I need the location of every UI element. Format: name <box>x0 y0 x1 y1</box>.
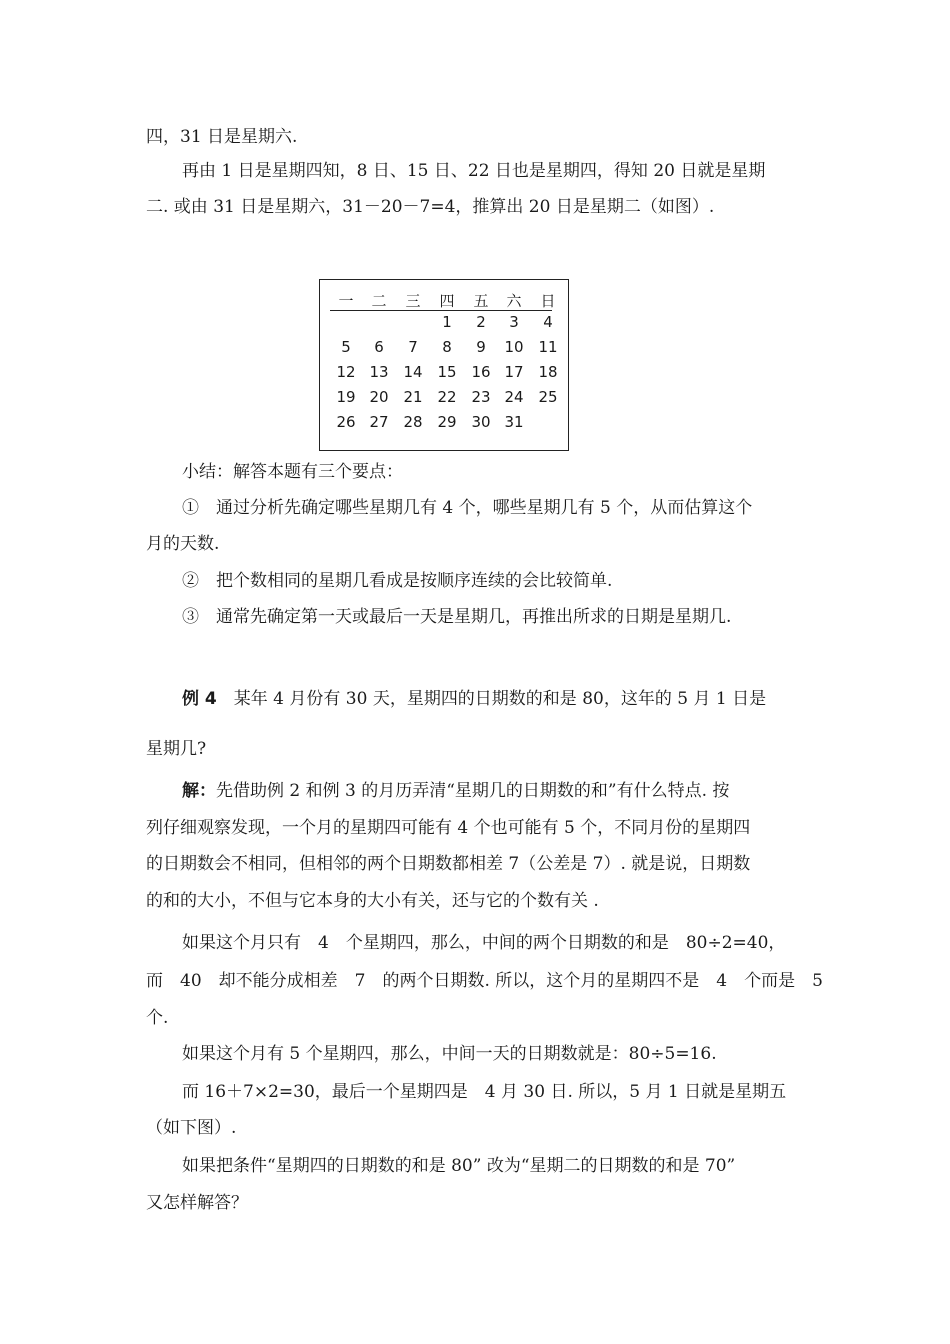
calendar-day: 26 <box>336 413 356 431</box>
calendar-day: 14 <box>403 363 423 381</box>
calendar-day: 19 <box>336 388 356 406</box>
solution-line <box>182 780 729 802</box>
calendar-day: 20 <box>369 388 389 406</box>
calendar-weekday-header: 一 <box>338 292 354 310</box>
calendar-week-row <box>330 313 560 335</box>
solution-line: （如下图）. <box>146 1118 237 1138</box>
calendar-day: 10 <box>504 338 524 356</box>
calendar-week-row <box>330 413 560 435</box>
calendar-day: 13 <box>369 363 389 381</box>
calendar-week-row <box>330 388 560 410</box>
calendar-weekday-header: 五 <box>473 292 489 310</box>
calendar-weekday-header: 四 <box>439 292 455 310</box>
text-line: 再由 1 日是星期四知，8 日、15 日、22 日也是星期四，得知 20 日就是星期 <box>182 161 766 181</box>
calendar-weekday-header: 日 <box>540 292 556 310</box>
calendar-day: 11 <box>538 338 558 356</box>
calendar-day: 25 <box>538 388 558 406</box>
solution-label: 解： <box>182 781 216 801</box>
calendar-day: 4 <box>543 313 553 331</box>
calendar-day: 21 <box>403 388 423 406</box>
calendar-day: 8 <box>442 338 452 356</box>
solution-line: 又怎样解答？ <box>146 1193 248 1213</box>
calendar-box <box>319 279 569 451</box>
calendar-day: 2 <box>476 313 486 331</box>
calendar-week-row <box>330 363 560 385</box>
solution-line: 的日期数会不相同，但相邻的两个日期数都相差 7（公差是 7）. 就是说，日期数 <box>146 854 751 874</box>
calendar-weekday-header: 三 <box>405 292 421 310</box>
example-question-cont: 星期几? <box>146 739 207 759</box>
calendar-day: 29 <box>437 413 457 431</box>
summary-point-2: ② 把个数相同的星期几看成是按顺序连续的会比较简单. <box>182 571 613 591</box>
text-line: 二. 或由 31 日是星期六，31－20－7=4，推算出 20 日是星期二（如图）. <box>146 197 715 217</box>
solution-line: 个. <box>146 1008 169 1028</box>
calendar-day: 6 <box>374 338 384 356</box>
summary-title: 小结：解答本题有三个要点： <box>182 462 403 482</box>
solution-text: 先借助例 2 和例 3 的月历弄清“星期几的日期数的和”有什么特点. 按 <box>216 781 730 801</box>
calendar-day: 5 <box>341 338 351 356</box>
summary-point-1-cont: 月的天数. <box>146 534 220 554</box>
text-line: 四，31 日是星期六. <box>146 127 298 147</box>
calendar-day: 24 <box>504 388 524 406</box>
calendar-day: 23 <box>471 388 491 406</box>
calendar-day: 31 <box>504 413 524 431</box>
calendar-week-row <box>330 338 560 360</box>
summary-point-1: ① 通过分析先确定哪些星期几有 4 个，哪些星期几有 5 个，从而估算这个 <box>182 498 753 518</box>
calendar-day: 1 <box>442 313 452 331</box>
calendar-day: 15 <box>437 363 457 381</box>
calendar-day: 30 <box>471 413 491 431</box>
calendar-day: 16 <box>471 363 491 381</box>
calendar-weekday-header: 六 <box>506 292 522 310</box>
solution-line: 而 40 却不能分成相差 7 的两个日期数. 所以，这个月的星期四不是 4 个而是 5 <box>146 971 823 991</box>
solution-line: 的和的大小，不但与它本身的大小有关，还与它的个数有关 . <box>146 891 599 911</box>
example-label: 例 4 <box>182 689 217 709</box>
summary-point-3: ③ 通常先确定第一天或最后一天是星期几，再推出所求的日期是星期几. <box>182 607 732 627</box>
calendar-day: 17 <box>504 363 524 381</box>
example-question-text: 某年 4 月份有 30 天，星期四的日期数的和是 80，这年的 5 月 1 日是 <box>216 689 767 709</box>
calendar-day: 27 <box>369 413 389 431</box>
example-question <box>182 688 766 710</box>
calendar-day: 3 <box>509 313 519 331</box>
calendar-day: 9 <box>476 338 486 356</box>
calendar-weekday-header: 二 <box>371 292 387 310</box>
solution-line: 如果这个月只有 4 个星期四，那么，中间的两个日期数的和是 80÷2=40， <box>182 933 786 953</box>
solution-line: 如果把条件“星期四的日期数的和是 80” 改为“星期二的日期数的和是 70” <box>182 1156 736 1176</box>
calendar-day: 22 <box>437 388 457 406</box>
solution-line: 如果这个月有 5 个星期四，那么，中间一天的日期数就是：80÷5=16. <box>182 1044 717 1064</box>
calendar-day: 28 <box>403 413 423 431</box>
solution-line: 列仔细观察发现，一个月的星期四可能有 4 个也可能有 5 个，不同月份的星期四 <box>146 818 751 838</box>
calendar-day: 7 <box>408 338 418 356</box>
solution-line: 而 16＋7×2=30，最后一个星期四是 4 月 30 日. 所以，5 月 1 日就是星期五 <box>182 1082 787 1102</box>
calendar-day: 12 <box>336 363 356 381</box>
calendar-header <box>330 288 556 311</box>
calendar-day: 18 <box>538 363 558 381</box>
